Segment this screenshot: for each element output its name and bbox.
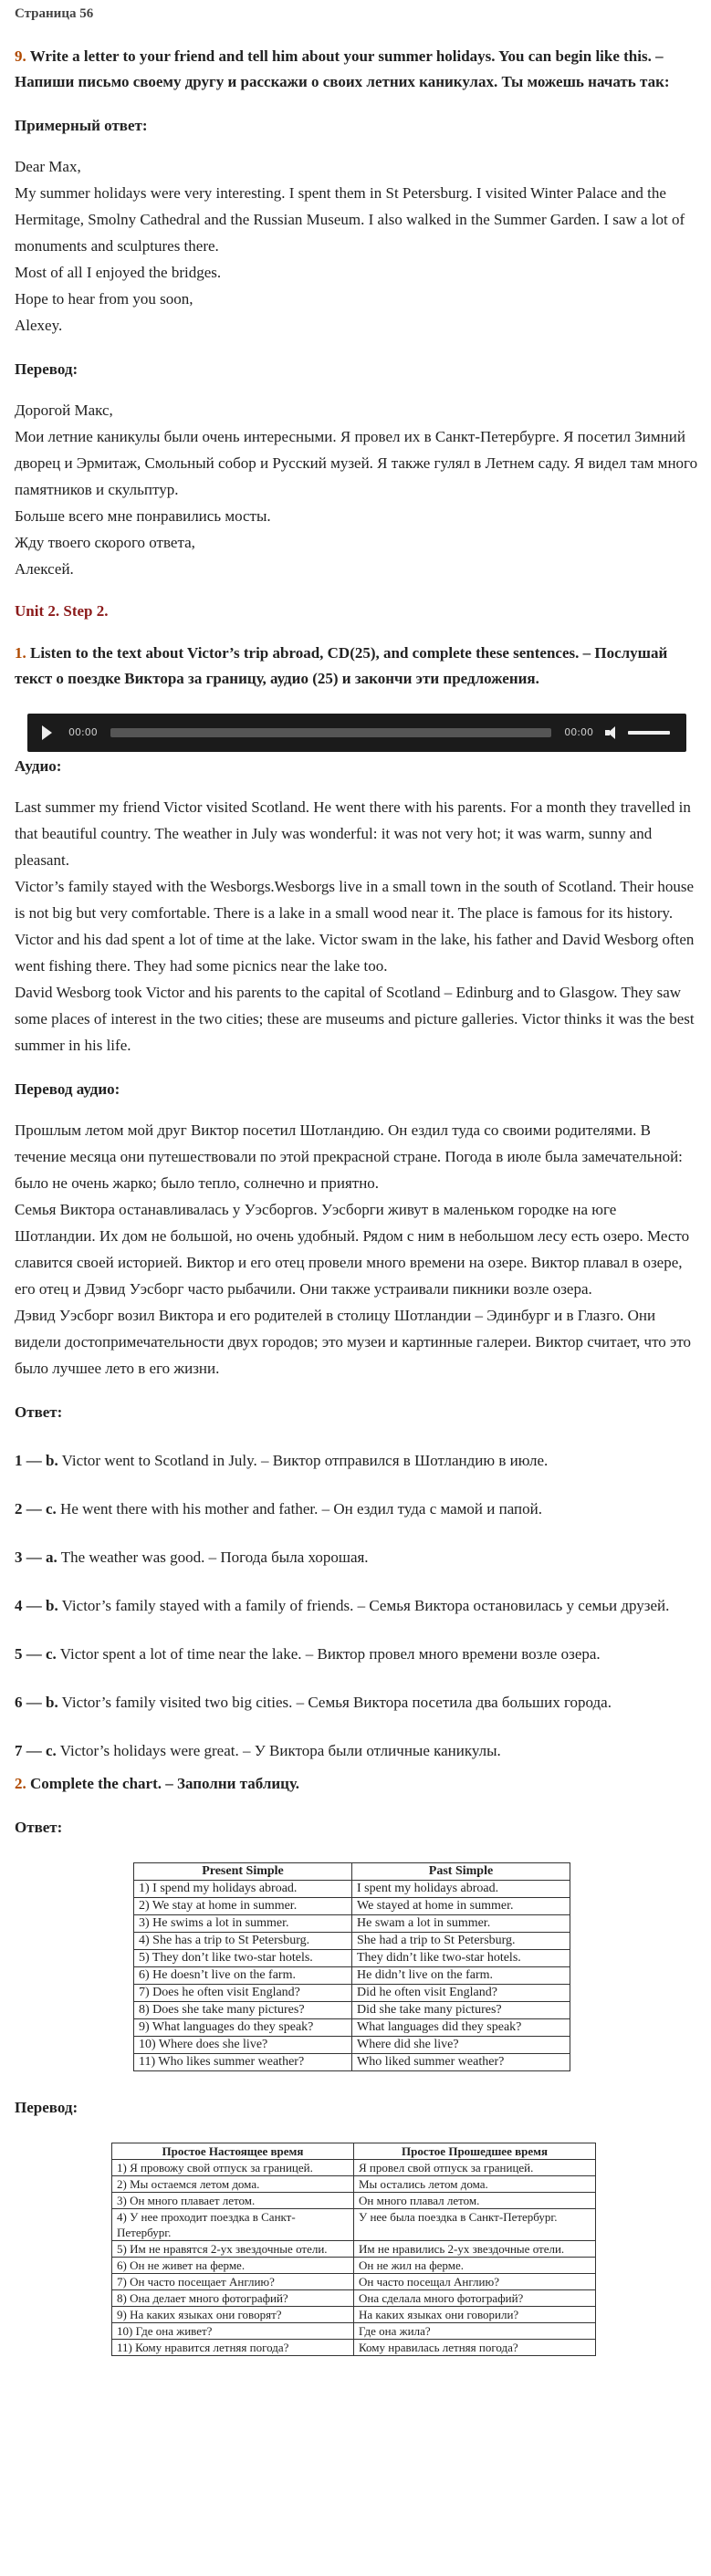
answer-item: [15, 1641, 698, 1667]
answers-list: [15, 1447, 698, 1764]
letter-ru-line: Жду твоего скорого ответа,: [15, 534, 195, 551]
play-icon[interactable]: [42, 725, 52, 740]
table-cell: 9) What languages do they speak?: [134, 2019, 352, 2037]
column-header: Простое Настоящее время: [112, 2143, 354, 2160]
task-1-number: 1.: [15, 644, 26, 662]
table-row: [112, 2209, 596, 2241]
table-cell: 11) Кому нравится летняя погода?: [112, 2340, 354, 2356]
current-time: 00:00: [68, 726, 98, 738]
chart-russian: [111, 2143, 596, 2356]
answer-text: The weather was good. – Погода была хорошая.: [60, 1549, 369, 1566]
table-cell: Where did she live?: [352, 2037, 570, 2054]
table-cell: Did he often visit England?: [352, 1985, 570, 2002]
column-header: Past Simple: [352, 1863, 570, 1881]
table-cell: 10) Где она живет?: [112, 2323, 354, 2340]
answer-item: [15, 1737, 698, 1764]
audio-paragraph: David Wesborg took Victor and his parents to the capital of Scotland – Edinburg and to Glasgow. They saw some places of interest in the two cities; these are museums and picture galleries. Victor thinks it was the best summer in his life.: [15, 984, 695, 1054]
letter-en-line: Hope to hear from you soon,: [15, 290, 193, 308]
table-cell: 4) У нее проходит поездка в Санкт-Петербург.: [112, 2209, 354, 2241]
answer-key: 2 — c.: [15, 1500, 57, 1517]
page-title: Страница 56: [15, 6, 94, 21]
table-cell: 1) I spend my holidays abroad.: [134, 1881, 352, 1898]
table-cell: 7) Он часто посещает Англию?: [112, 2274, 354, 2290]
table-cell: У нее была поездка в Санкт-Петербург.: [354, 2209, 596, 2241]
table-cell: Мы остались летом дома.: [354, 2176, 596, 2193]
table-cell: We stayed at home in summer.: [352, 1898, 570, 1915]
letter-en-line: Dear Max,: [15, 158, 81, 175]
table-row: [112, 2176, 596, 2193]
letter-ru-line: Больше всего мне понравились мосты.: [15, 507, 271, 525]
answer-text: Victor’s family stayed with a family of friends. – Семья Виктора остановилась у семьи друзей.: [61, 1597, 670, 1614]
answer-item: [15, 1544, 698, 1570]
table-row: [112, 2193, 596, 2209]
table-cell: На каких языках они говорили?: [354, 2307, 596, 2323]
table-row: [134, 2002, 570, 2019]
unit-title: Unit 2. Step 2.: [15, 602, 109, 620]
answer-text: Victor spent a lot of time near the lake. – Виктор провел много времени возле озера.: [59, 1645, 601, 1663]
table-cell: 8) Она делает много фотографий?: [112, 2290, 354, 2307]
audio-translation: [15, 1117, 698, 1382]
sample-answer-heading: Примерный ответ:: [15, 117, 148, 134]
duration-time: 00:00: [564, 726, 593, 738]
table-cell: 2) We stay at home in summer.: [134, 1898, 352, 1915]
table-row: [112, 2290, 596, 2307]
table-cell: He swam a lot in summer.: [352, 1915, 570, 1933]
answer-text: Victor’s holidays were great. – У Виктора были отличные каникулы.: [59, 1742, 501, 1759]
task-2-text: Complete the chart. – Заполни таблицу.: [30, 1775, 299, 1792]
audio-heading: Аудио:: [15, 757, 62, 775]
table-cell: 11) Who likes summer weather?: [134, 2054, 352, 2071]
audio-translation-paragraph: Дэвид Уэсборг возил Виктора и его родителей в столицу Шотландии – Эдинбург и в Глазго. Они видели достопримечательности двух городов; это музеи и картинные галереи. Виктор считает, что это было лучшее лето в его жизни.: [15, 1307, 692, 1377]
answer-key: 6 — b.: [15, 1694, 58, 1711]
table-row: [134, 1881, 570, 1898]
table-row: [134, 1915, 570, 1933]
letter-english: [15, 153, 698, 339]
table-cell: 1) Я провожу свой отпуск за границей.: [112, 2160, 354, 2176]
table-row: [112, 2160, 596, 2176]
table-row: [134, 1967, 570, 1985]
letter-russian: [15, 397, 698, 582]
letter-ru-line: Мои летние каникулы были очень интересными. Я провел их в Санкт-Петербурге. Я посетил Зимний дворец и Эрмитаж, Смольный собор и Русский музей. Я также гулял в Летнем саду. Я видел там много памятников и скульптур.: [15, 428, 698, 498]
translation-heading: Перевод:: [15, 360, 78, 378]
table-cell: Did she take many pictures?: [352, 2002, 570, 2019]
table-cell: 8) Does she take many pictures?: [134, 2002, 352, 2019]
answer-key: 5 — c.: [15, 1645, 57, 1663]
table-row: [134, 1985, 570, 2002]
table-row: [112, 2340, 596, 2356]
table-cell: 2) Мы остаемся летом дома.: [112, 2176, 354, 2193]
table-cell: She had a trip to St Petersburg.: [352, 1933, 570, 1950]
table-row: [134, 2037, 570, 2054]
table-cell: They didn’t like two-star hotels.: [352, 1950, 570, 1967]
table-cell: Кому нравилась летняя погода?: [354, 2340, 596, 2356]
table-cell: 9) На каких языках они говорят?: [112, 2307, 354, 2323]
audio-paragraph: Last summer my friend Victor visited Scotland. He went there with his parents. For a month they travelled in that beautiful country. The weather in July was wonderful: it was not very hot; it was warm, sunny and pleasant.: [15, 798, 691, 869]
table-cell: 3) He swims a lot in summer.: [134, 1915, 352, 1933]
answer-item: [15, 1689, 698, 1716]
task-2-number: 2.: [15, 1775, 26, 1792]
table-cell: I spent my holidays abroad.: [352, 1881, 570, 1898]
table-row: [134, 1950, 570, 1967]
answer-heading: Ответ:: [15, 1403, 63, 1421]
letter-ru-line: Алексей.: [15, 560, 74, 578]
table-cell: Она сделала много фотографий?: [354, 2290, 596, 2307]
answer-key: 7 — c.: [15, 1742, 57, 1759]
task-9-number: 9.: [15, 47, 26, 65]
audio-paragraph: Victor’s family stayed with the Wesborgs.Wesborgs live in a small town in the south of Scotland. Their house is not big but very comfortable. There is a lake in a small wood near it. The place is famous for its history. Victor and his dad spent a lot of time at the lake. Victor swam in the lake, his father and David Wesborg often went fishing there. They had some picnics near the lake too.: [15, 878, 695, 975]
task-9-text: Write a letter to your friend and tell him about your summer holidays. You can begin like this. – Напиши письмо своему другу и расскажи о своих летних каникулах. Ты можешь начать так:: [15, 47, 670, 90]
table-cell: 3) Он много плавает летом.: [112, 2193, 354, 2209]
column-header: Простое Прошедшее время: [354, 2143, 596, 2160]
table-cell: Он много плавал летом.: [354, 2193, 596, 2209]
audio-translation-paragraph: Семья Виктора останавливалась у Уэсборгов. Уэсборги живут в маленьком городке на юге Шотландии. Их дом не большой, но очень удобный. Рядом с ним в небольшом лесу есть озеро. Место славится своей историей. Виктор и его отец провели много времени на озере. Виктор плавал в озере, его отец и Дэвид Уэсборг часто рыбачили. Они также устраивали пикники возле озера.: [15, 1201, 690, 1298]
answer-item: [15, 1447, 698, 1474]
answer-item: [15, 1592, 698, 1619]
table-cell: 7) Does he often visit England?: [134, 1985, 352, 2002]
answer-key: 3 — a.: [15, 1549, 58, 1566]
answer-key: 1 — b.: [15, 1452, 58, 1469]
table-row: [112, 2241, 596, 2258]
table-cell: Им не нравились 2-ух звездочные отели.: [354, 2241, 596, 2258]
audio-player: [27, 714, 686, 752]
table-cell: Он не жил на ферме.: [354, 2258, 596, 2274]
answer-key: 4 — b.: [15, 1597, 58, 1614]
letter-en-line: Most of all I enjoyed the bridges.: [15, 264, 222, 281]
table-row: [134, 2054, 570, 2071]
translation-2-heading: Перевод:: [15, 2099, 78, 2116]
answer-item: [15, 1496, 698, 1522]
table-cell: 6) Он не живет на ферме.: [112, 2258, 354, 2274]
table-cell: Где она жила?: [354, 2323, 596, 2340]
table-cell: Я провел свой отпуск за границей.: [354, 2160, 596, 2176]
table-row: [112, 2323, 596, 2340]
volume-slider[interactable]: [628, 731, 670, 735]
table-row: [134, 1933, 570, 1950]
table-cell: 4) She has a trip to St Petersburg.: [134, 1933, 352, 1950]
progress-bar[interactable]: [110, 728, 552, 737]
letter-en-line: Alexey.: [15, 317, 63, 334]
table-row: [112, 2307, 596, 2323]
answer-text: Victor’s family visited two big cities. – Семья Виктора посетила два больших города.: [61, 1694, 612, 1711]
table-cell: 6) He doesn’t live on the farm.: [134, 1967, 352, 1985]
volume-icon[interactable]: [604, 725, 621, 740]
table-cell: 10) Where does she live?: [134, 2037, 352, 2054]
table-cell: Who liked summer weather?: [352, 2054, 570, 2071]
task-1-text: Listen to the text about Victor’s trip abroad, CD(25), and complete these sentences. – Послушай текст о поездке Виктора за границу, аудио (25) и закончи эти предложения.: [15, 644, 668, 687]
table-cell: He didn’t live on the farm.: [352, 1967, 570, 1985]
table-row: [112, 2258, 596, 2274]
table-cell: 5) Им не нравятся 2-ух звездочные отели.: [112, 2241, 354, 2258]
chart-english: [133, 1862, 570, 2071]
table-cell: Он часто посещал Англию?: [354, 2274, 596, 2290]
table-row: [134, 1898, 570, 1915]
task-2: [15, 1771, 698, 1797]
table-row: [134, 2019, 570, 2037]
answer-2-heading: Ответ:: [15, 1819, 63, 1836]
task-9: [15, 44, 698, 95]
audio-text: [15, 794, 698, 1059]
audio-translation-paragraph: Прошлым летом мой друг Виктор посетил Шотландию. Он ездил туда со своими родителями. В течение месяца они путешествовали по этой прекрасной стране. Погода в июле была замечательной: было не очень жарко; было тепло, солнечно и приятно.: [15, 1121, 683, 1192]
table-cell: What languages did they speak?: [352, 2019, 570, 2037]
task-1: [15, 641, 698, 692]
table-cell: 5) They don’t like two-star hotels.: [134, 1950, 352, 1967]
column-header: Present Simple: [134, 1863, 352, 1881]
letter-ru-line: Дорогой Макс,: [15, 402, 113, 419]
letter-en-line: My summer holidays were very interesting. I spent them in St Petersburg. I visited Winter Palace and the Hermitage, Smolny Cathedral and the Russian Museum. I also walked in the Summer Garden. I saw a lot of monuments and sculptures there.: [15, 184, 685, 255]
table-row: [112, 2274, 596, 2290]
answer-text: Victor went to Scotland in July. – Виктор отправился в Шотландию в июле.: [61, 1452, 549, 1469]
audio-translation-heading: Перевод аудио:: [15, 1080, 120, 1098]
answer-text: He went there with his mother and father. – Он ездил туда с мамой и папой.: [60, 1500, 542, 1517]
